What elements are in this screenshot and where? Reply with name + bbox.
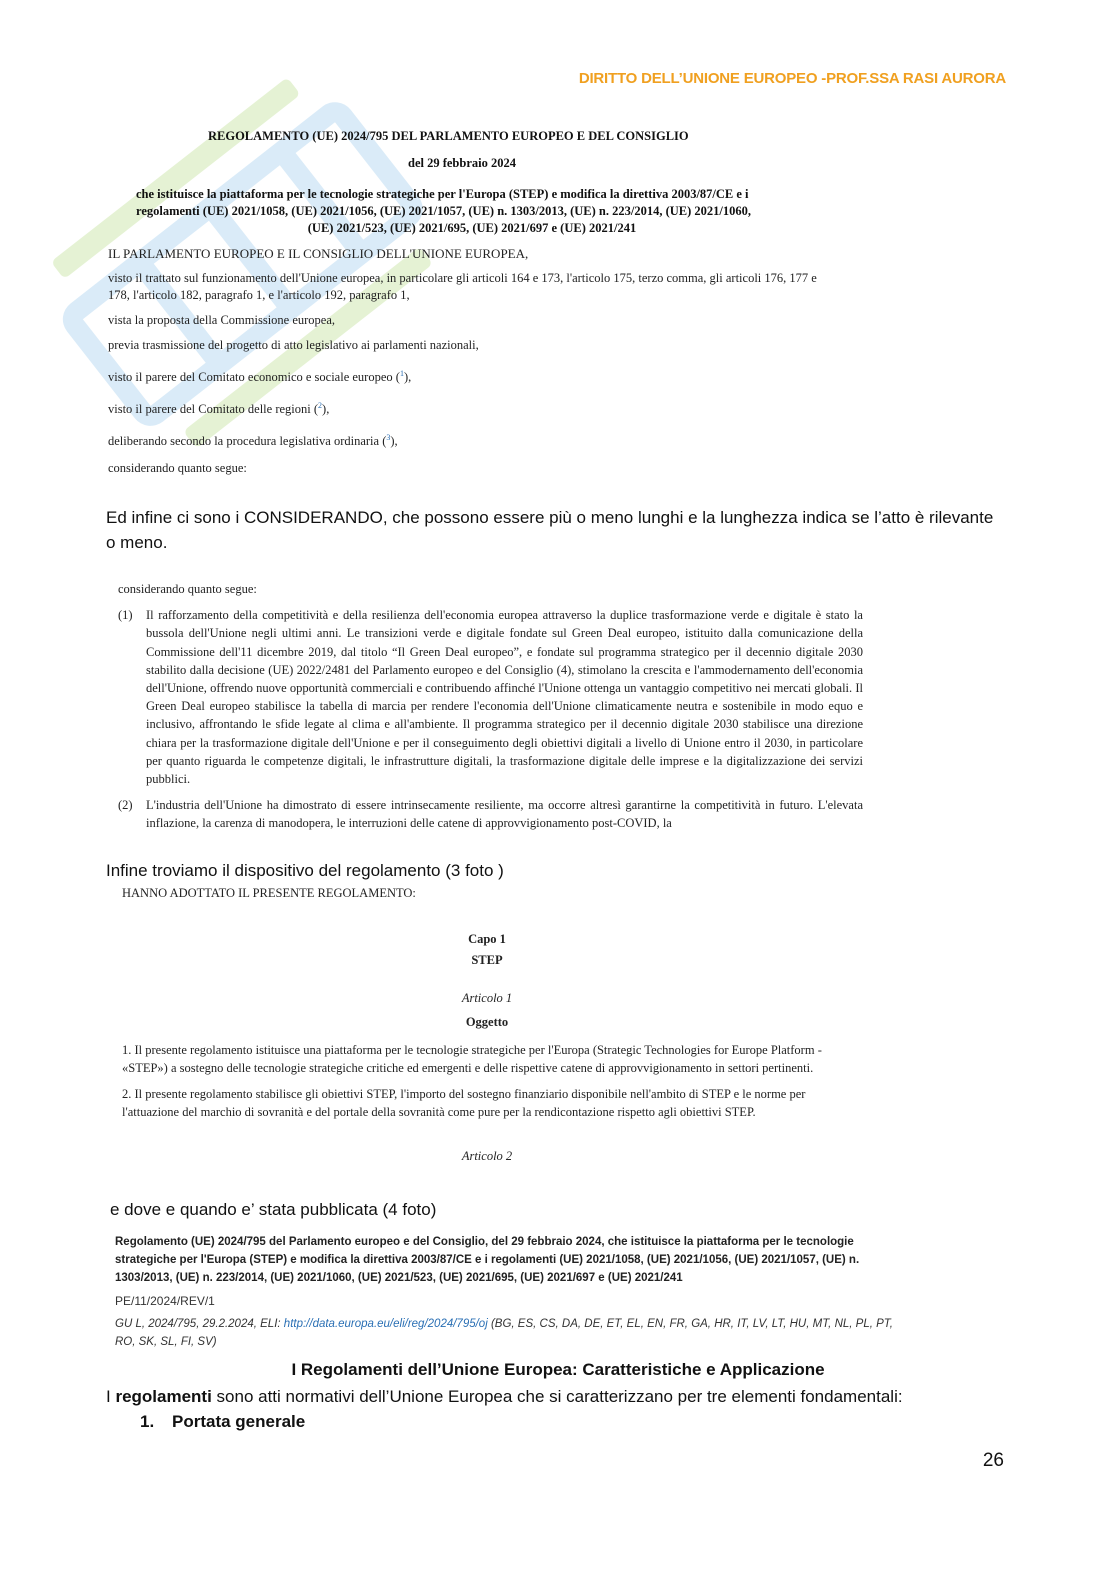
section-heading: I Regolamenti dell’Unione Europea: Caratteristiche e Applicazione [291,1360,825,1379]
recitals-intro: considerando quanto segue: [118,582,257,596]
article-number: Articolo 2 [461,1149,513,1163]
footnote-ref[interactable]: 2 [318,401,323,411]
chapter-number: Capo 1 [468,932,506,946]
article-number: Articolo 1 [461,991,513,1005]
publication-gu: GU L, 2024/795, 29.2.2024, ELI: http://data.europa.eu/eli/reg/2024/795/oj (BG, ES, CS, DA, DE, ET, EL, EN, FR, GA, HR, IT, LV, LT, HU, MT, NL, PL, PT, RO, SK, SL, FI, SV) [115,1318,893,1348]
recital-number: (2) [118,798,133,813]
recitals-image [118,580,863,833]
list-text: Portata generale [172,1412,306,1431]
citation: vista la proposta della Commissione europea, [108,313,336,327]
recital-item [118,796,863,832]
citation: visto il trattato sul funzionamento dell'Unione europea, in particolare gli articoli 164 e 173, l'articolo 175, terzo comma, gli articoli 176, 177 e 178, l'articolo 182, paragrafo 1, e l'articolo 192, paragrafo 1, [108,271,817,302]
preamble: IL PARLAMENTO EUROPEO E IL CONSIGLIO DELL'UNIONE EUROPEA, [108,246,529,261]
regulation-image [108,128,848,477]
publication-ref: PE/11/2024/REV/1 [115,1294,215,1308]
enacting-intro: HANNO ADOTTATO IL PRESENTE REGOLAMENTO: [122,886,416,900]
regulation-date: del 29 febbraio 2024 [408,156,516,170]
paragraph-pubblicazione: e dove e quando e’ stata pubblicata (4 foto) [110,1200,437,1219]
recital-number: (1) [118,608,133,623]
article-paragraph: 1. Il presente regolamento istituisce una piattaforma per le tecnologie strategiche per l'Europa (Strategic Technologies for Europe Platform - «STEP») a sostegno delle tecnologie strategiche critiche ed emergenti e delle rispettive catene di approvvigionamento in settori pertinenti. [122,1043,822,1075]
subject-line: (UE) 2021/523, (UE) 2021/695, (UE) 2021/697 e (UE) 2021/241 [307,221,637,235]
publication-title: Regolamento (UE) 2024/795 del Parlamento europeo e del Consiglio, del 29 febbraio 2024, che istituisce la piattaforma per le tecnologie strategiche per l'Europa (STEP) e modifica la direttiva 2003/87/CE e i regolamenti (UE) 2021/1058, (UE) 2021/1056, (UE) 2021/1057, (UE) n. 1303/2013, (UE) n. 223/2014, (UE) 2021/1060, (UE) 2021/523, (UE) 2021/695, (UE) 2021/697 e (UE) 2021/241 [115,1236,860,1284]
citation: deliberando secondo la procedura legislativa ordinaria ($^3$), [108,433,398,449]
footnote-ref[interactable]: 3 [386,433,391,443]
article-paragraph: 2. Il presente regolamento stabilisce gli obiettivi STEP, l'importo del sostegno finanziario disponibile nell'ambito di STEP e le norme per l'attuazione del marchio di sovranità e del portale della sovranità come pure per la rendicontazione rispetto agli obiettivi STEP. [122,1087,806,1119]
recital-text: L'industria dell'Unione ha dimostrato di essere intrinsecamente resiliente, ma occorre altresì garantirne la competitività in futuro. L'elevata inflazione, la carenza di manodopera, le interruzioni delle catene di approvvigionamento post-COVID, la [146,798,863,831]
subject-line: regolamenti (UE) 2021/1058, (UE) 2021/1056, (UE) 2021/1057, (UE) n. 1303/2013, (UE) n. 223/2014, (UE) 2021/1060, [136,204,752,218]
citation: considerando quanto segue: [108,461,247,476]
paragraph-considerando: Ed infine ci sono i CONSIDERANDO, che possono essere più o meno lunghi e la lunghezza indica se l’atto è rilevante o meno. [106,508,994,552]
footnote-ref[interactable]: 1 [399,369,404,378]
article-title: Oggetto [465,1015,509,1029]
list-item [140,1409,540,1434]
chapter-title: STEP [471,953,503,967]
eli-link[interactable]: http://data.europa.eu/eli/reg/2024/795/oj [283,1318,488,1330]
publication-image [115,1233,915,1351]
enacting-image [122,884,852,1165]
regulation-subject [108,186,848,237]
regulation-title: REGOLAMENTO (UE) 2024/795 DEL PARLAMENTO EUROPEO E DEL CONSIGLIO [208,129,689,143]
citation: previa trasmissione del progetto di atto legislativo ai parlamenti nazionali, [108,338,479,352]
paragraph-regolamenti: I regolamenti sono atti normativi dell’Unione Europea che si caratterizzano per tre elementi fondamentali: [106,1387,903,1406]
subject-line: che istituisce la piattaforma per le tecnologie strategiche per l'Europa (STEP) e modifica la direttiva 2003/87/CE e i [136,187,749,201]
page-header: DIRITTO DELL’UNIONE EUROPEO -PROF.SSA RASI AURORA [578,70,1006,87]
citation: visto il parere del Comitato delle regioni ($^2$), [108,401,330,417]
citation: visto il parere del Comitato economico e sociale europeo ($^1$), [108,369,412,385]
page-number: 26 [982,1450,1004,1471]
list-number: 1. [140,1412,155,1431]
paragraph-dispositivo: Infine troviamo il dispositivo del regolamento (3 foto ) [106,858,806,883]
recital-item [118,606,863,788]
recital-text: Il rafforzamento della competitività e della resilienza dell'economia europea attraverso la duplice trasformazione verde e digitale è stato la bussola dell'Unione negli ultimi anni. Le transizioni verde e digitale fondate sul Green Deal europeo, istituito dalla comunicazione della Commissione dell'11 dicembre 2019, dal titolo “Il Green Deal europeo”, e fondate sul programma strategico per il decennio digitale 2030 stabilito dalla decisione (UE) 2022/2481 del Parlamento europeo e del Consiglio (4), stimolano la crescita e l'ammodernamento dell'economia dell'Unione, offrendo nuove opportunità commerciali e contribuendo affinché l'Unione ottenga un vantaggio competitivo nei mercati globali. Il Green Deal europeo stabilisce la tabella di marcia per rendere l'economia dell'Unione climaticamente neutra e sostenibile in modo equo e inclusivo, affrontando le sfide legate al clima e all'ambiente. Il programma strategico per il decennio digitale 2030 stabilisce una direzione chiara per la trasformazione digitale dell'Unione e per il conseguimento degli obiettivi digitali a livello di Unione entro il 2030, in particolare per quanto riguarda le competenze digitali, le infrastrutture digitali, la trasformazione digitale delle imprese e la digitalizzazione dei servizi pubblici. [146,608,863,787]
